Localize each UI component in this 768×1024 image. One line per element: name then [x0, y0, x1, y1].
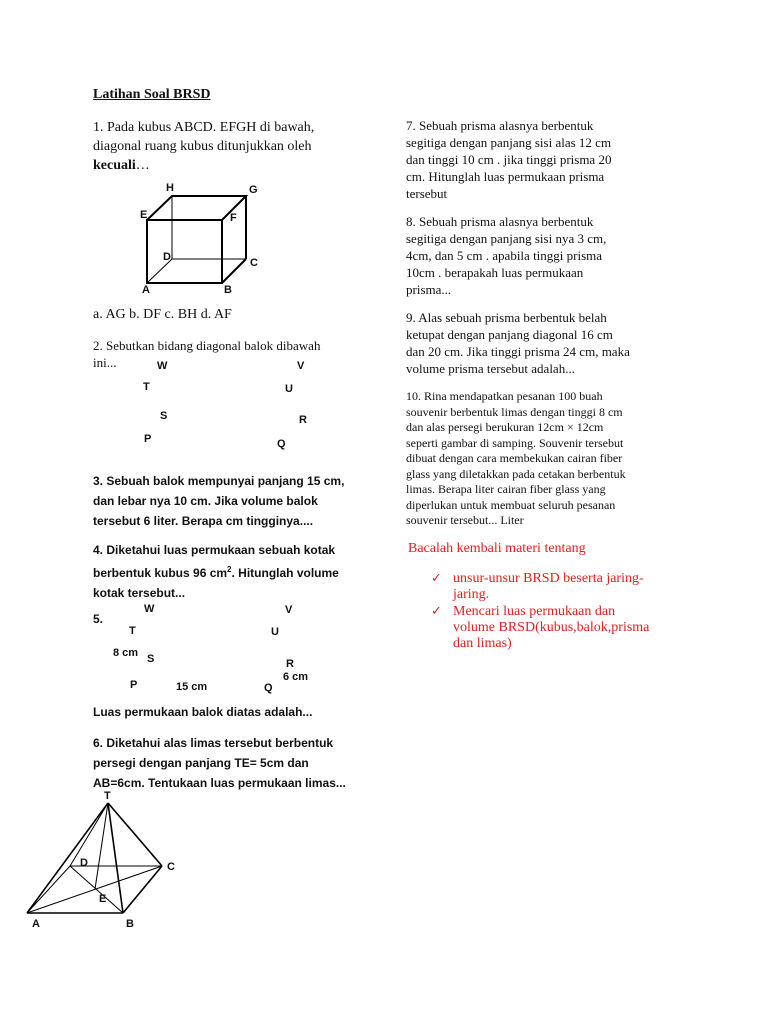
q4-superscript: 2	[227, 565, 232, 574]
q4-line2: berbentuk kubus 96 $cm^2$. Hitunglah volume	[93, 565, 339, 580]
question-2	[93, 337, 320, 371]
q9-line4: volume prisma tersebut adalah...	[406, 361, 575, 376]
page-title: Latihan Soal BRSD	[93, 87, 211, 102]
q2-label-s: S	[160, 410, 168, 422]
question-8	[406, 213, 606, 298]
q9-line2: ketupat dengan panjang diagonal 16 cm	[406, 327, 613, 342]
q5-label-v: V	[285, 604, 293, 616]
q2-line2: ini...	[93, 355, 117, 370]
q6-line3: AB=6cm. Tentukaan luas permukaan limas...	[93, 776, 346, 790]
check-icon: ✓	[431, 603, 442, 618]
q5-label-p: P	[130, 679, 138, 691]
q4-line1: 4. Diketahui luas permukaan sebuah kotak	[93, 543, 336, 557]
q2-label-r: R	[299, 414, 307, 426]
q5-label-q: Q	[264, 682, 273, 694]
q10-line: 10. Rina mendapatkan pesanan 100 buah	[406, 389, 603, 403]
q7-line4: cm. Hitunglah luas permukaan prisma	[406, 169, 605, 184]
q5-question: Luas permukaan balok diatas adalah...	[93, 705, 313, 719]
q1-options: a. AG b. DF c. BH d. AF	[93, 307, 232, 322]
reminder-item-2: Mencari luas permukaan dan volume BRSD(kubus,balok,prisma dan limas)	[453, 604, 650, 651]
q2-label-t: T	[143, 381, 150, 393]
q10-line: dibuat dengan cara membekukan cairan fiber	[406, 451, 623, 465]
pyramid-label-d: D	[80, 857, 88, 869]
pyramid-label-e: E	[99, 893, 107, 905]
q10-line: seperti gambar di samping. Souvenir tersebut	[406, 435, 624, 450]
q10-line: dan alas persegi berukuran 12cm × 12cm	[406, 420, 604, 434]
q10-line: souvenir berbentuk limas dengan tinggi 8 cm	[406, 404, 623, 419]
cube-label-a: A	[142, 284, 150, 296]
q5-label-w: W	[144, 603, 155, 615]
cube-label-h: H	[166, 182, 174, 194]
q3-line3: tersebut 6 liter. Berapa cm tingginya....	[93, 514, 314, 528]
q1-line3: kecuali…	[93, 158, 150, 173]
cube-label-g: G	[249, 184, 258, 196]
q6-line1: 6. Diketahui alas limas tersebut berbentuk	[93, 736, 334, 750]
q10-line: souvenir tersebut... Liter	[406, 513, 524, 527]
question-1	[93, 119, 314, 174]
question-3	[93, 471, 344, 531]
q7-line2: segitiga dengan panjang sisi alas 12 cm	[406, 135, 612, 150]
q3-line2: dan lebar nya 10 cm. Jika volume balok	[93, 494, 318, 508]
q10-line: diperlukan untuk membuat seluruh pesanan	[406, 497, 616, 512]
q2-label-p: P	[144, 433, 152, 445]
q5-dim-width: 6 cm	[283, 671, 309, 683]
q8-line3: 4cm, dan 5 cm . apabila tinggi prisma	[406, 248, 603, 263]
pyramid-label-t: T	[104, 790, 111, 802]
q2-label-v: V	[297, 360, 305, 372]
q7-line3: dan tinggi 10 cm . jika tinggi prisma 20	[406, 152, 612, 167]
q10-line: limas. Berapa liter cairan fiber glass yang	[406, 482, 606, 496]
q10-line: glass yang diletakkan pada cetakan berbentuk	[406, 466, 626, 481]
pyramid-label-a: A	[32, 918, 40, 930]
q6-line2: persegi dengan panjang TE= 5cm dan	[93, 756, 309, 770]
q8-line1: 8. Sebuah prisma alasnya berbentuk	[406, 214, 594, 229]
question-7	[406, 117, 611, 202]
q2-label-w: W	[157, 360, 168, 372]
q2-label-u: U	[285, 383, 293, 395]
q7-line5: tersebut	[406, 186, 448, 201]
cube-label-c: C	[250, 257, 258, 269]
q8-line5: prisma...	[406, 282, 452, 297]
question-6	[93, 733, 346, 793]
question-4	[93, 540, 339, 603]
q2-line1: 2. Sebutkan bidang diagonal balok dibawah	[93, 338, 321, 353]
q5-label-t: T	[129, 625, 136, 637]
q5-label-r: R	[286, 658, 294, 670]
cube-label-b: B	[224, 284, 232, 296]
reminder-item-1: unsur-unsur BRSD beserta jaring- jaring.	[453, 571, 644, 602]
q5-number: 5.	[93, 612, 104, 626]
q9-line1: 9. Alas sebuah prisma berbentuk belah	[406, 310, 607, 325]
question-10	[406, 389, 626, 529]
pyramid-label-b: B	[126, 918, 134, 930]
q1-line2: diagonal ruang kubus ditunjukkan oleh	[93, 139, 312, 154]
check-icon: ✓	[431, 570, 442, 585]
reminder-heading: Bacalah kembali materi tentang	[408, 541, 586, 556]
q5-label-u: U	[271, 626, 279, 638]
cube-label-f: F	[230, 212, 237, 224]
q8-line4: 10cm . berapakah luas permukaan	[406, 265, 584, 280]
q5-dim-length: 15 cm	[176, 681, 208, 693]
cube-label-d: D	[163, 251, 171, 263]
q9-line3: dan 20 cm. Jika tinggi prisma 24 cm, maka	[406, 344, 630, 359]
q7-line1: 7. Sebuah prisma alasnya berbentuk	[406, 118, 594, 133]
q1-line1: 1. Pada kubus ABCD. EFGH di bawah,	[93, 120, 315, 135]
q5-label-s: S	[147, 653, 155, 665]
q5-dim-height: 8 cm	[113, 647, 139, 659]
q3-line1: 3. Sebuah balok mempunyai panjang 15 cm,	[93, 474, 345, 488]
q2-label-q: Q	[277, 438, 286, 450]
q1-bold-word: kecuali	[93, 158, 136, 173]
cube-label-e: E	[140, 209, 148, 221]
q8-line2: segitiga dengan panjang sisi nya 3 cm,	[406, 231, 607, 246]
question-9	[406, 309, 630, 377]
pyramid-label-c: C	[167, 861, 175, 873]
q4-line3: kotak tersebut...	[93, 586, 186, 600]
